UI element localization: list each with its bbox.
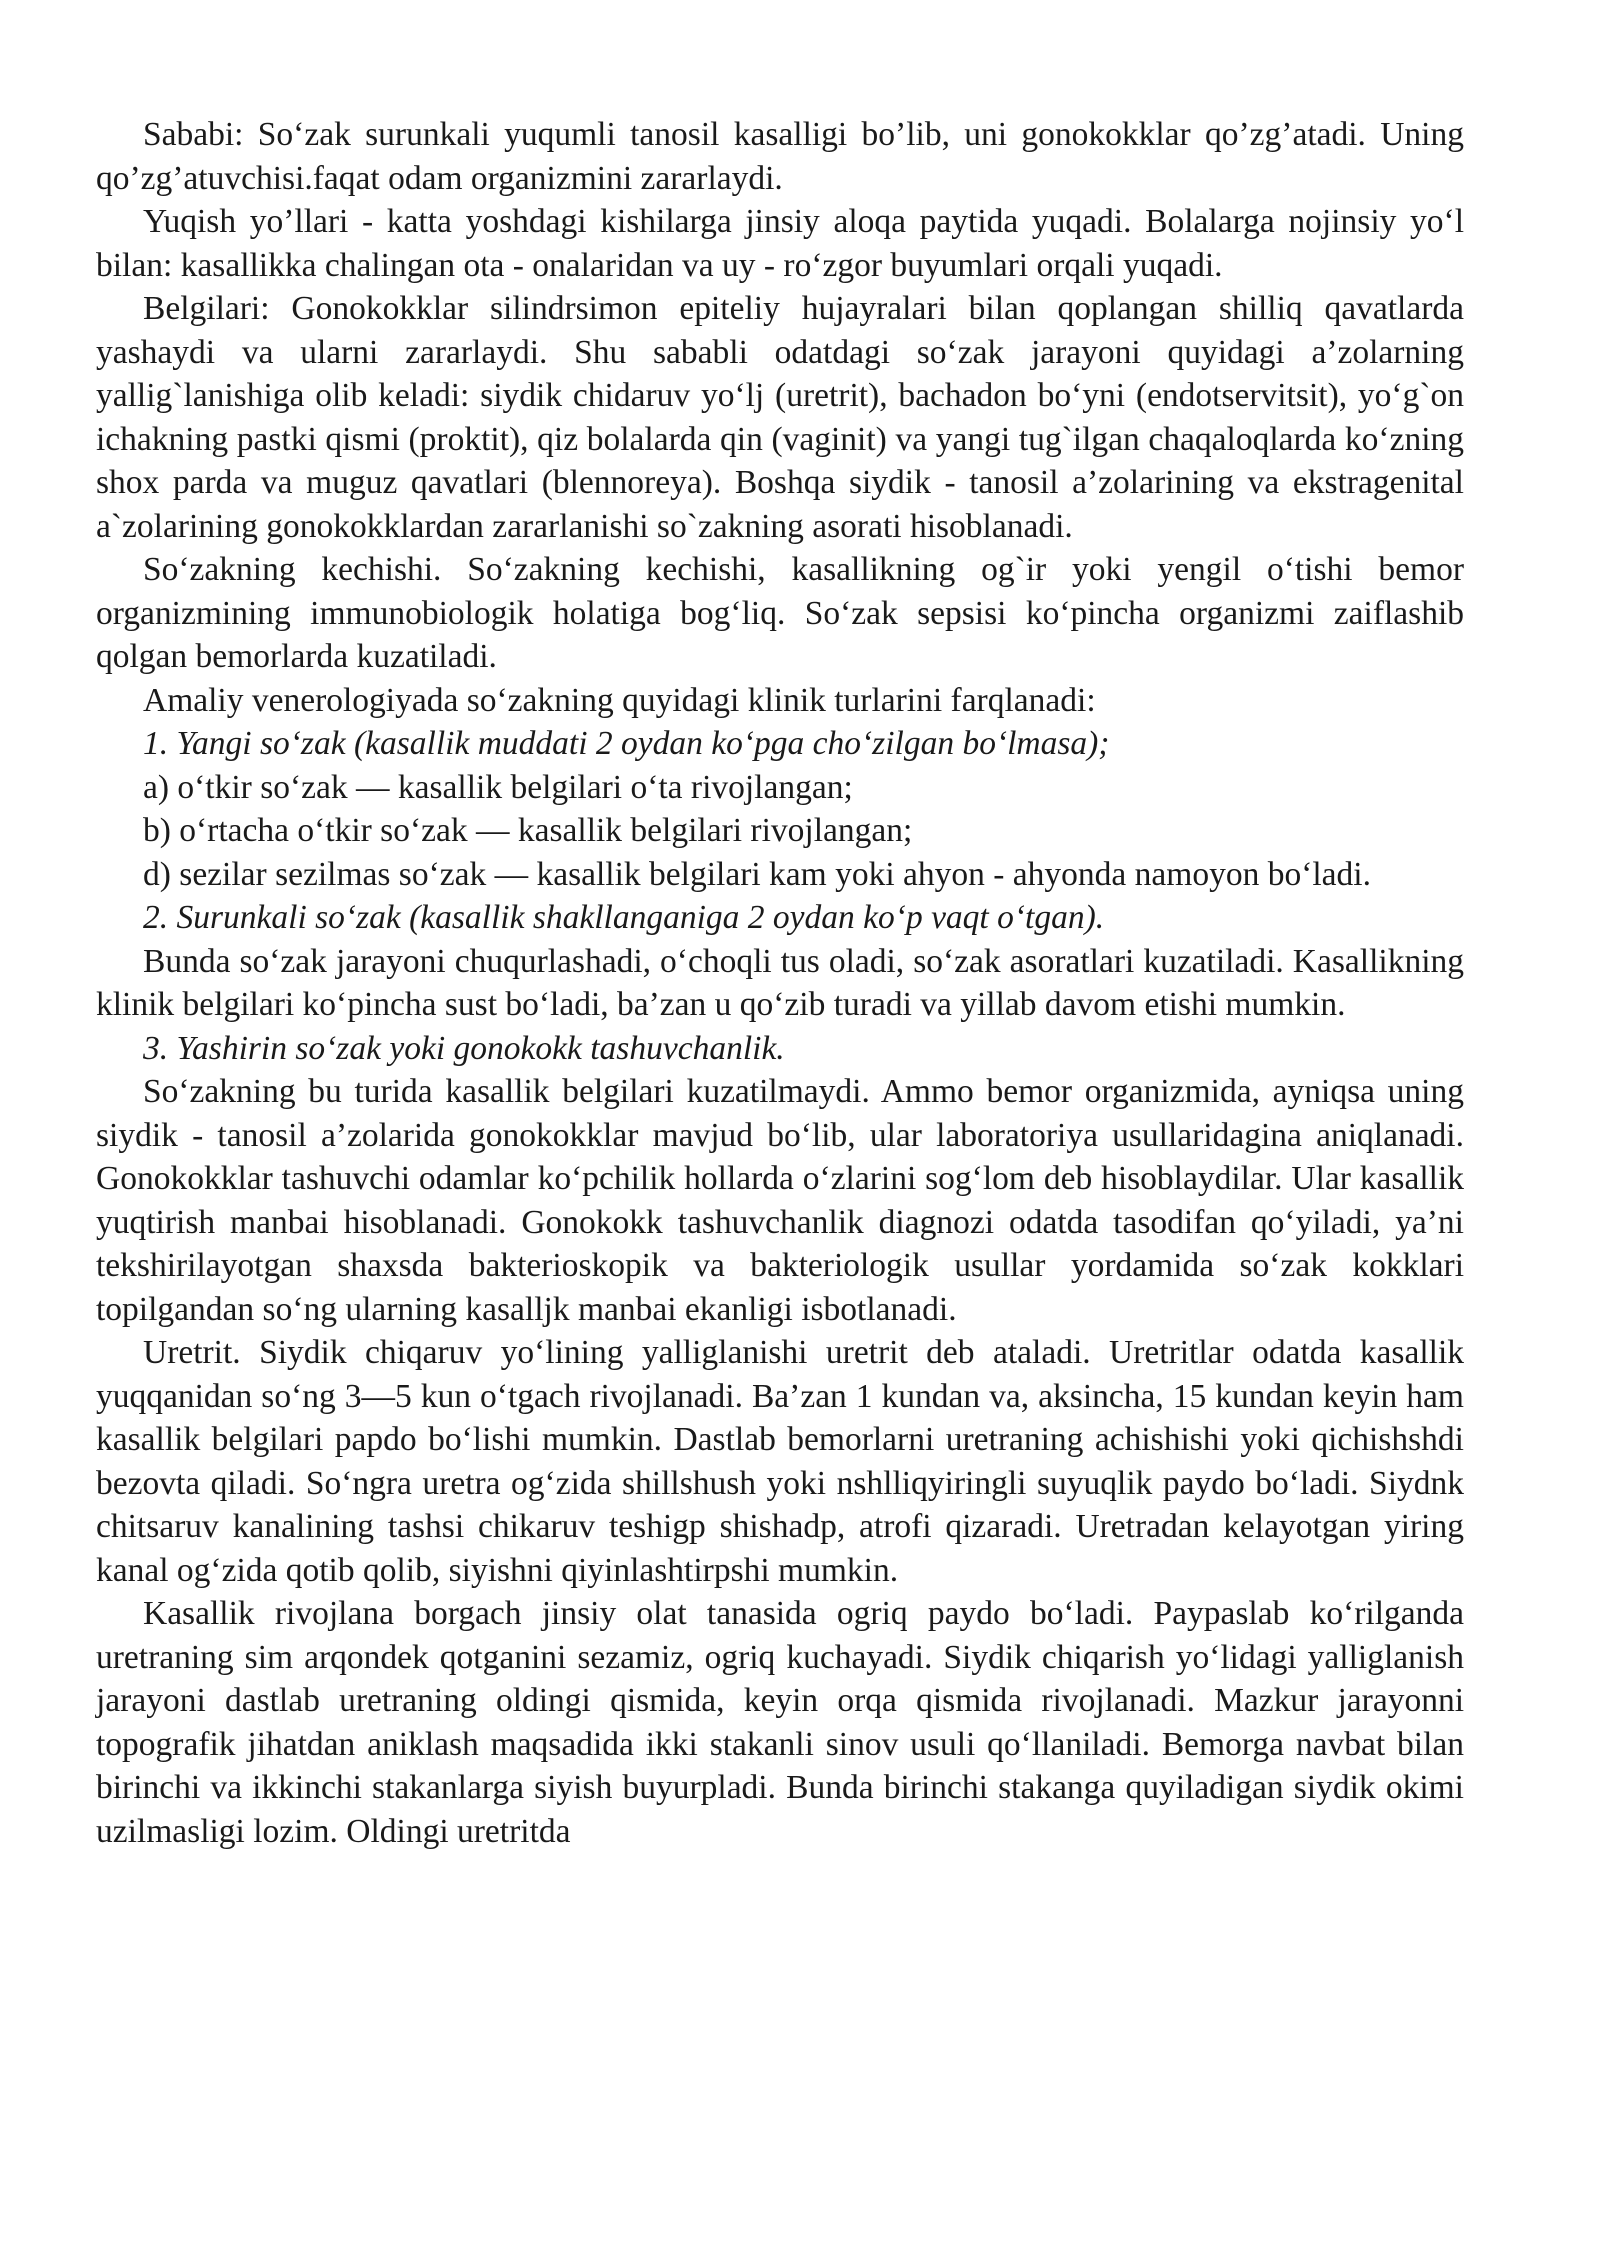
paragraph-yashirin: So‘zakning bu turida kasallik belgilari kuzatilmaydi. Ammo bemor organizmida, ayniqsa uning siydik - tanosil a’zolarida gonokokklar mavjud bo‘lib, ular laboratoriya usullaridagina aniqlanadi. Gonokokklar tashuvchi odamlar ko‘pchilik hollarda o‘zlarini sog‘lom deb hisoblaydilar. Ular kasallik yuqtirish manbai hisoblanadi. Gonokokk tashuvchanlik diagnozi odatda tasodifan qo‘yiladi, ya’ni tekshirilayotgan shaxsda bakterioskopik va bakteriologik usullar yordamida so‘zak kokklari topilgandan so‘ng ularning kasalljk manbai ekanligi isbotlanadi. bbox=[96, 1073, 1464, 1328]
paragraph-kasallik-rivojlana: Kasallik rivojlana borgach jinsiy olat tanasida ogriq paydo bo‘ladi. Paypaslab ko‘rilganda uretraning sim arqondek qotganini sezamiz, ogriq kuchayadi. Siydik chiqarish yo‘lidagi yalliglanish jarayoni dastlab uretraning oldingi qismida, keyin orqa qismida rivojlanadi. Mazkur jarayonni topografik jihatdan aniklash maqsadida ikki stakanli sinov usuli qo‘llaniladi. Bemorga navbat bilan birinchi va ikkinchi stakanlarga siyish buyurpladi. Bunda birinchi stakanga quyiladigan siydik okimi uzilmasligi lozim. Oldingi uretritda bbox=[96, 1595, 1464, 1850]
document-page bbox=[96, 113, 1464, 1853]
paragraph-yuqish-yollari: Yuqish yo’llari - katta yoshdagi kishilarga jinsiy aloqa paytida yuqadi. Bolalarga nojinsiy yo‘l bilan: kasallikka chalingan ota - onalaridan va uy - ro‘zgor buyumlari orqali yuqadi. bbox=[96, 203, 1464, 284]
list-item-a: a) o‘tkir so‘zak — kasallik belgilari o‘ta rivojlangan; bbox=[143, 768, 853, 806]
paragraph-kechishi: So‘zakning kechishi. So‘zakning kechishi, kasallikning og`ir yoki yengil o‘tishi bemor organizmining immunobiologik holatiga bog‘liq. So‘zak sepsisi ko‘pincha organizmi zaiflashib qolgan bemorlarda kuzatiladi. bbox=[96, 551, 1464, 675]
list-heading-surunkali-sozak: 2. Surunkali so‘zak (kasallik shakllanganiga 2 oydan ko‘p vaqt o‘tgan). bbox=[143, 899, 1105, 936]
paragraph-surunkali: Bunda so‘zak jarayoni chuqurlashadi, o‘choqli tus oladi, so‘zak asoratlari kuzatiladi. Kasallikning klinik belgilari ko‘pincha sust bo‘ladi, ba’zan u qo‘zib turadi va yillab davom etishi mumkin. bbox=[96, 942, 1464, 1023]
paragraph-sababi: Sababi: So‘zak surunkali yuqumli tanosil kasalligi bo’lib, uni gonokokklar qo’zg’atadi. Uning qo’zg’atuvchisi.faqat odam organizmini zararlaydi. bbox=[96, 116, 1464, 197]
list-heading-yangi-sozak: 1. Yangi so‘zak (kasallik muddati 2 oydan ko‘pga cho‘zilgan bo‘lmasa); bbox=[143, 725, 1110, 762]
list-heading-yashirin-sozak: 3. Yashirin so‘zak yoki gonokokk tashuvchanlik. bbox=[143, 1029, 785, 1067]
paragraph-belgilari: Belgilari: Gonokokklar silindrsimon epiteliy hujayralari bilan qoplangan shilliq qavatlarda yashaydi va ularni zararlaydi. Shu sababli odatdagi so‘zak jarayoni quyidagi a’zolarning yallig`lanishiga olib keladi: siydik chidaruv yo‘lj (uretrit), bachadon bo‘yni (endotservitsit), yo‘g`on ichakning pastki qismi (proktit), qiz bolalarda qin (vaginit) va yangi tug`ilgan chaqaloqlarda ko‘zning shox parda va muguz qavatlari (blennoreya). Boshqa siydik - tanosil a’zolarining va ekstragenital a`zolarining gonokokklardan zararlanishi so`zakning asorati hisoblanadi. bbox=[96, 290, 1464, 545]
list-item-d: d) sezilar sezilmas so‘zak — kasallik belgilari kam yoki ahyon - ahyonda namoyon bo‘ladi. bbox=[143, 855, 1371, 893]
paragraph-klinik-turlari: Amaliy venerologiyada so‘zakning quyidagi klinik turlarini farqlanadi: bbox=[143, 681, 1096, 719]
list-item-b: b) o‘rtacha o‘tkir so‘zak — kasallik belgilari rivojlangan; bbox=[143, 812, 913, 849]
paragraph-uretrit: Uretrit. Siydik chiqaruv yo‘lining yalliglanishi uretrit deb ataladi. Uretritlar odatda kasallik yuqqanidan so‘ng 3—5 kun o‘tgach rivojlanadi. Ba’zan 1 kundan va, aksincha, 15 kundan keyin ham kasallik belgilari papdo bo‘lishi mumkin. Dastlab bemorlarni uretraning achishishi yoki qichishshdi bezovta qiladi. So‘ngra uretra og‘zida shillshush yoki nshlliqyiringli suyuqlik paydo bo‘ladi. Siydnk chitsaruv kanalining tashsi chikaruv teshigp shishadp, atrofi qizaradi. Uretradan kelayotgan yiring kanal og‘zida qotib qolib, siyishni qiyinlashtirpshi mumkin. bbox=[96, 1334, 1464, 1589]
